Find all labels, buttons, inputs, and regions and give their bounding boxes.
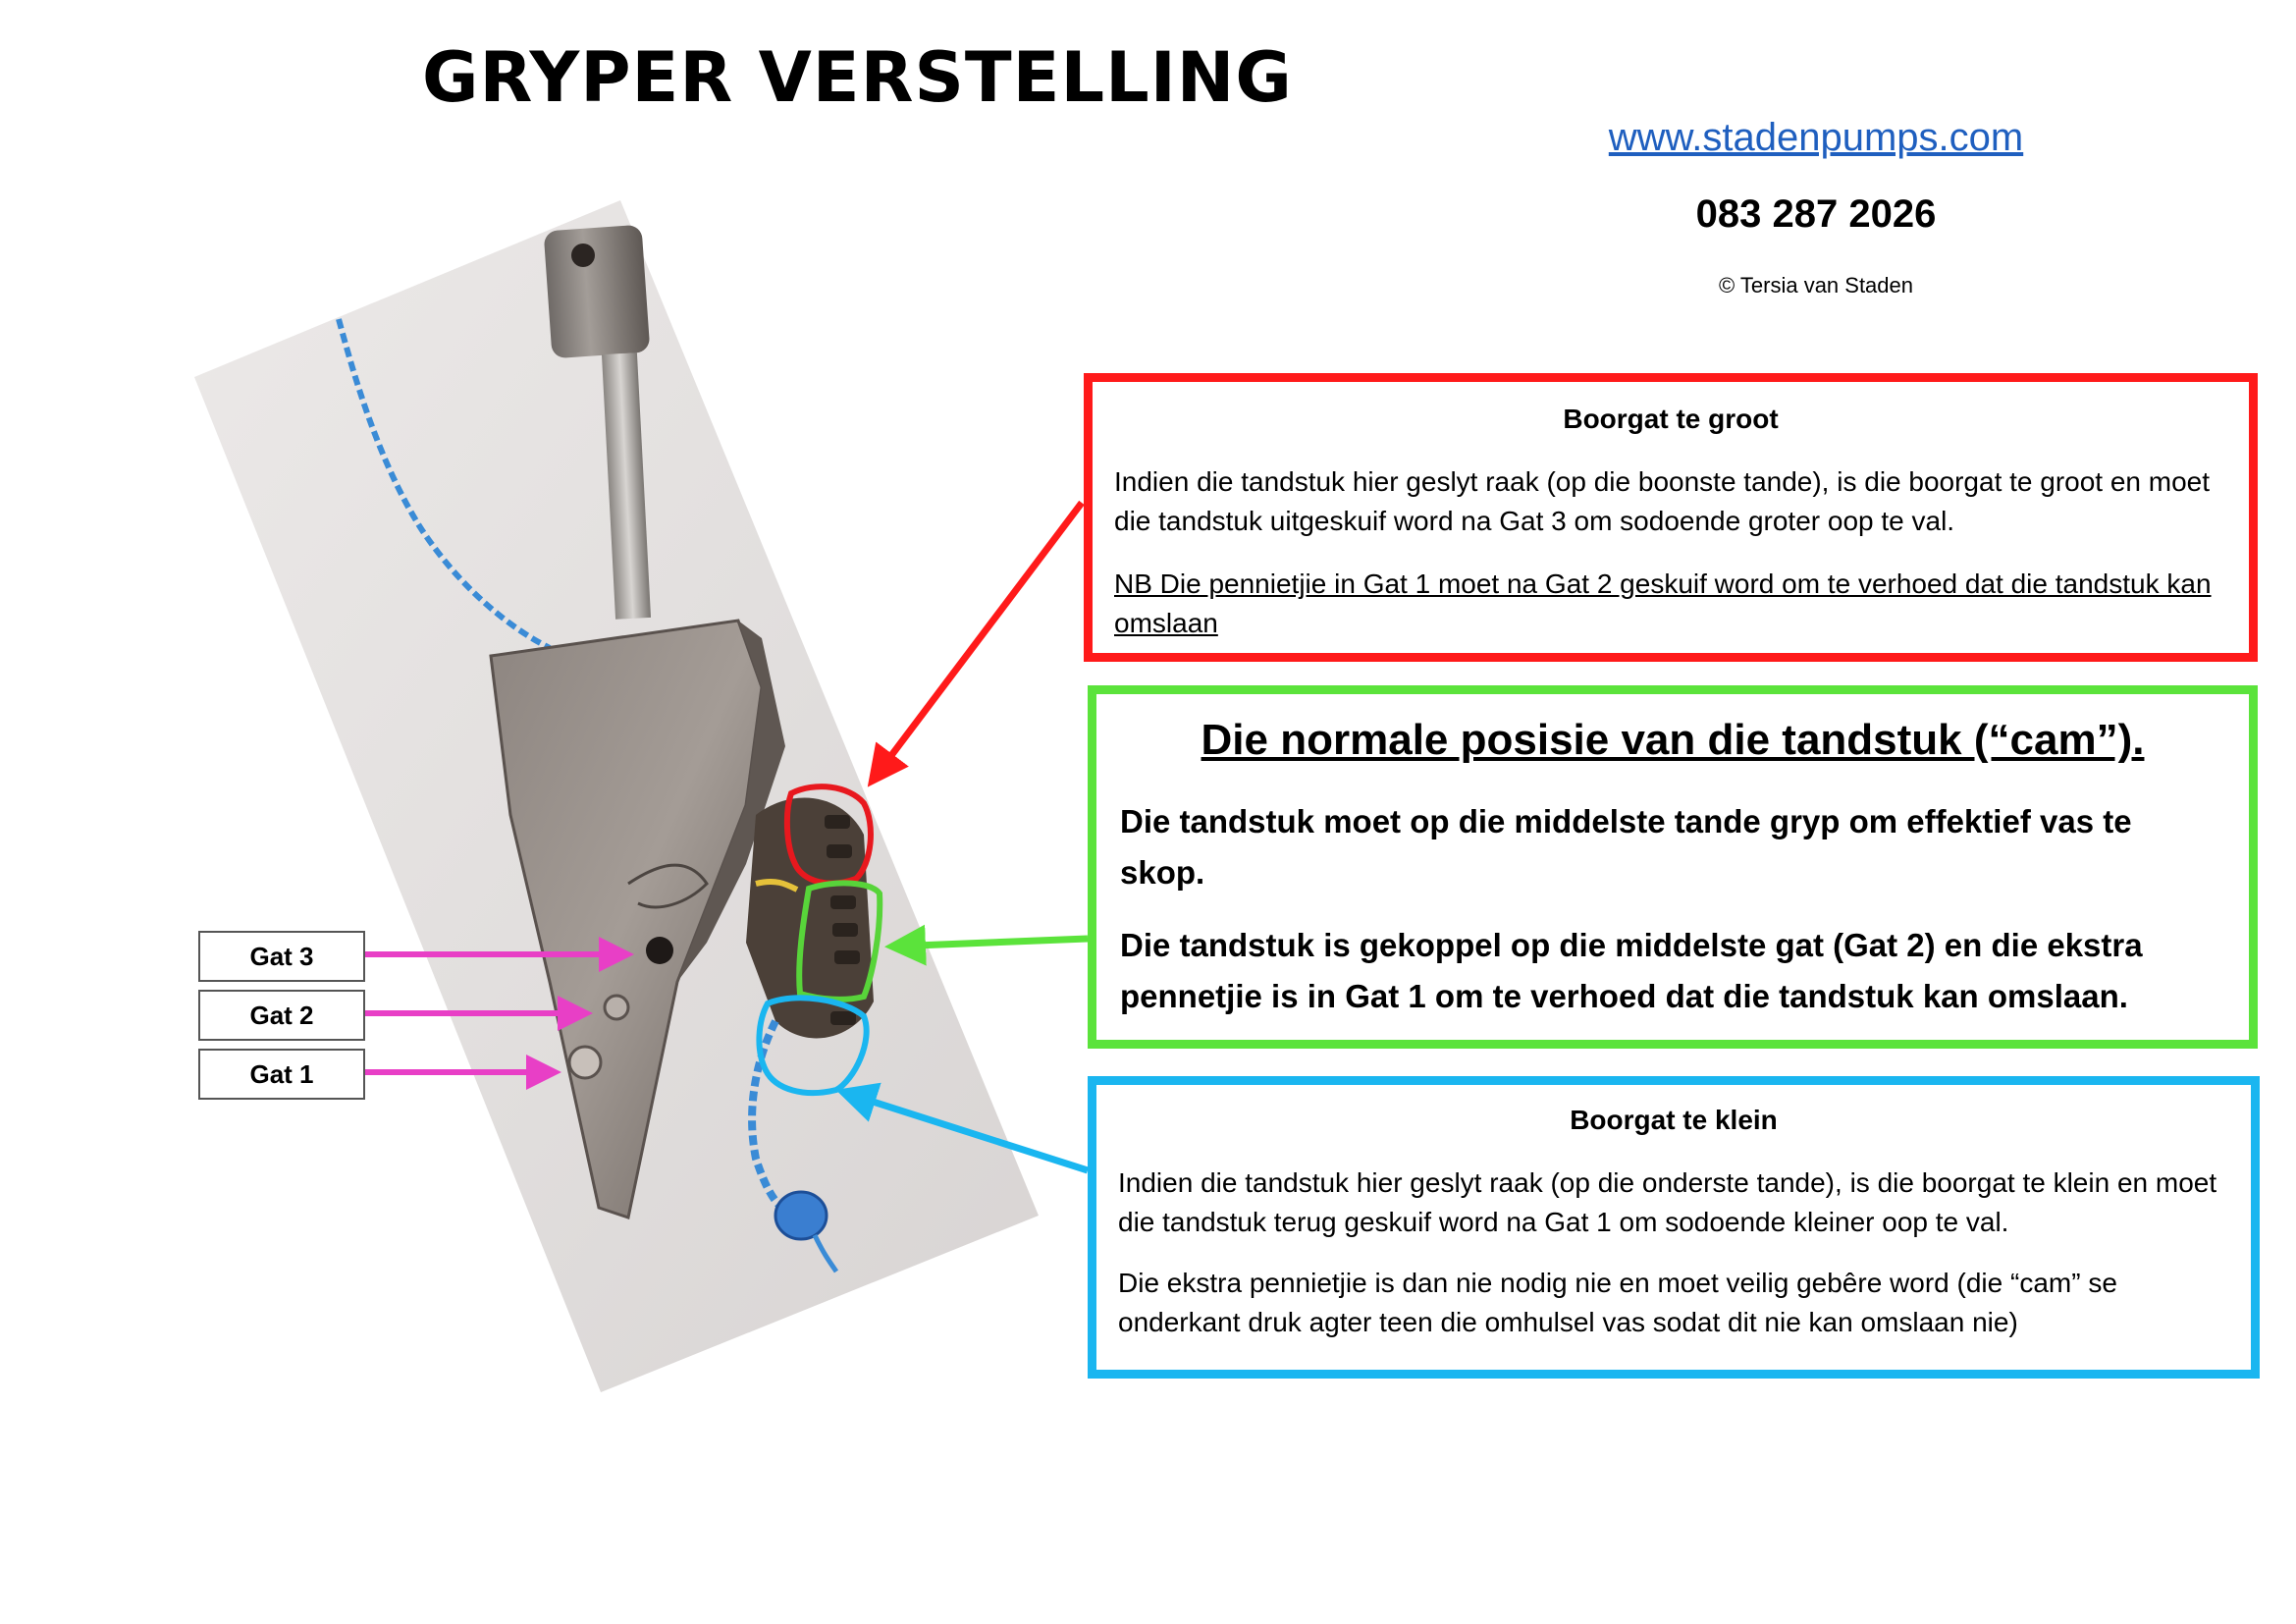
box-red-paragraph: Indien die tandstuk hier geslyt raak (op die boonste tande), is die boorgat te groot en moet die tandstuk uitgeskuif word na Gat 3 om sodoende groter oop te val. [1114, 466, 2211, 536]
box-boorgat-te-klein [1088, 1076, 2260, 1379]
page-title: GRYPER VERSTELLING [422, 37, 1293, 118]
tube-hole [571, 244, 595, 267]
box-normale-posisie [1088, 685, 2258, 1049]
pin-gat1 [569, 1047, 601, 1078]
website-link[interactable]: www.stadenpumps.com [1608, 116, 2024, 159]
box-red-note: NB Die pennietjie in Gat 1 moet na Gat 2 geskuif word om te verhoed dat die tandstuk kan omslaan [1114, 568, 2212, 638]
box-blue-paragraph-2: Die ekstra pennietjie is dan nie nodig nie en moet veilig gebêre word (die “cam” se onderkant druk agter teen die omhulsel vas sodat dit nie kan omslaan nie) [1118, 1268, 2117, 1337]
label-gat1: Gat 1 [198, 1049, 365, 1100]
box-green-heading: Die normale posisie van die tandstuk (“cam”). [1201, 716, 2145, 764]
box-green-paragraph-1: Die tandstuk moet op die middelste tande gryp om effektief vas te skop. [1120, 803, 2132, 891]
pin-gat2 [605, 996, 628, 1019]
tube-top [544, 225, 651, 359]
box-blue-paragraph-1: Indien die tandstuk hier geslyt raak (op die onderste tande), is die boorgat te klein en moet die tandstuk terug geskuif word na Gat 1 om sodoende kleiner oop te val. [1118, 1167, 2217, 1237]
phone-number: 083 287 2026 [1695, 192, 1937, 236]
box-green-paragraph-2: Die tandstuk is gekoppel op die middelste gat (Gat 2) en die ekstra pennetjie is in Gat 1 om te verhoed dat die tandstuk kan omslaan. [1120, 927, 2143, 1014]
label-gat3: Gat 3 [198, 931, 365, 982]
box-boorgat-te-groot [1084, 373, 2258, 662]
hole-gat3 [646, 937, 673, 964]
box-blue-heading: Boorgat te klein [1570, 1105, 1778, 1135]
box-red-heading: Boorgat te groot [1563, 404, 1779, 434]
label-gat2: Gat 2 [198, 990, 365, 1041]
copyright-notice: © Tersia van Staden [1718, 273, 1914, 298]
rope-knot [775, 1192, 827, 1239]
